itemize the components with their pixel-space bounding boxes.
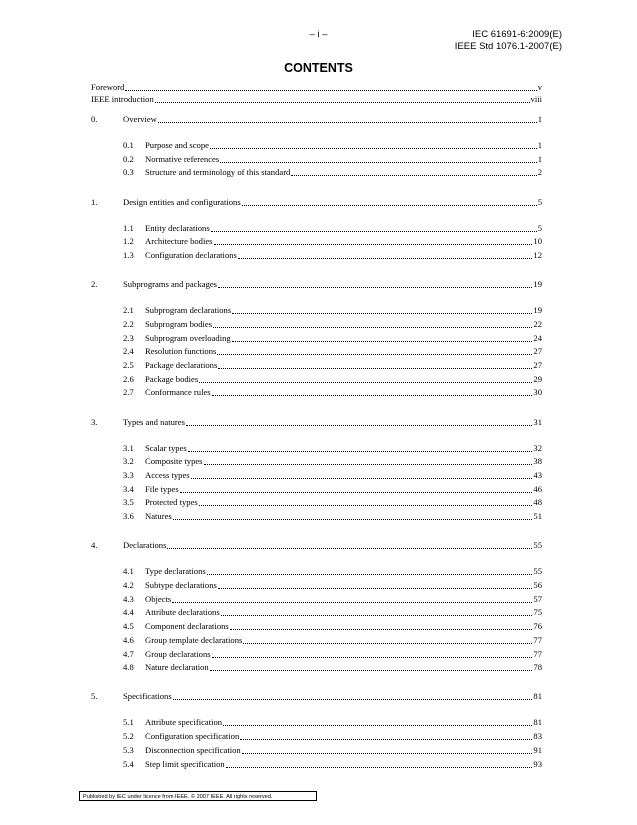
toc-entry-page: 75 [533, 607, 542, 618]
toc-section-entry[interactable] [123, 731, 542, 742]
toc-entry-page: 55 [533, 540, 542, 551]
dot-leader [186, 417, 532, 426]
toc-entry-title: Conformance rules [145, 387, 211, 398]
toc-entry-page: 5 [537, 196, 542, 207]
toc-entry-page: 1 [537, 153, 542, 164]
toc-entry-number: 4.3 [123, 593, 134, 604]
dot-leader [173, 511, 533, 520]
toc-entry-page: 19 [533, 305, 542, 316]
toc-section-entry[interactable] [123, 594, 542, 605]
toc-entry-number: 1. [91, 196, 98, 207]
toc-entry-number: 1.3 [123, 250, 134, 260]
toc-entry-number: 3.5 [123, 497, 134, 508]
toc-entry-number: 4.2 [123, 580, 134, 590]
toc-entry-number: 0. [91, 114, 98, 124]
toc-entry-title: Foreword [91, 82, 125, 92]
dot-leader [155, 94, 530, 103]
toc-entry-title: Access types [145, 470, 190, 480]
toc-entry-page: 24 [533, 332, 542, 343]
toc-entry-number: 2. [91, 279, 98, 290]
dot-leader [191, 470, 533, 479]
dot-leader [238, 250, 533, 259]
toc-entry-title: Group template declarations [145, 634, 243, 645]
toc-section-entry[interactable] [123, 167, 542, 178]
toc-entry-page: 76 [533, 621, 542, 632]
toc-entry-number: 0.3 [123, 167, 134, 178]
toc-entry-number: 4.7 [123, 648, 134, 659]
toc-entry-title: Nature declaration [145, 662, 209, 673]
toc-entry-number: 0.2 [123, 153, 134, 164]
copyright-notice: Published by IEC under licence from IEEE. © 2007 IEEE. All rights reserved. [79, 791, 317, 801]
toc-entry-number: 4.1 [123, 566, 134, 577]
dot-leader [125, 82, 536, 91]
toc-entry-number: 3.4 [123, 483, 134, 494]
toc-section-entry[interactable] [123, 456, 542, 467]
toc-entry-number: 2.7 [123, 387, 134, 398]
toc-entry-number: 3.2 [123, 456, 134, 467]
toc-entry-number: 4.4 [123, 607, 134, 618]
toc-entry-title: Types and natures [123, 416, 185, 427]
toc-entry-title: Group declarations [145, 648, 211, 659]
toc-entry-page: 12 [533, 250, 542, 260]
toc-section-entry[interactable] [123, 484, 542, 495]
dot-leader [214, 236, 533, 245]
toc-entry-page: viii [530, 94, 542, 104]
dot-leader [211, 223, 537, 232]
toc-entry-page: 31 [533, 416, 542, 427]
toc-entry-number: 1.2 [123, 236, 134, 247]
toc-section-entry[interactable] [123, 333, 542, 344]
toc-entry-page: 81 [533, 691, 542, 702]
dot-leader [232, 333, 533, 342]
toc-chapter-entry[interactable] [91, 279, 542, 290]
toc-entry-page: 1 [537, 140, 542, 150]
dot-leader [232, 305, 532, 314]
toc-section-entry[interactable] [123, 319, 542, 330]
toc-section-entry[interactable] [123, 649, 542, 660]
standard-iec-id: IEC 61691-6:2009(E) [472, 29, 562, 40]
toc-entry-page: 19 [533, 279, 542, 290]
dot-leader [220, 154, 537, 163]
toc-section-entry[interactable] [123, 511, 542, 522]
toc-entry-number: 3.3 [123, 470, 134, 480]
toc-entry-title: File types [145, 483, 179, 494]
toc-entry-title: Objects [145, 593, 172, 604]
dot-leader [210, 662, 533, 671]
toc-entry-title: Configuration declarations [145, 250, 237, 260]
toc-entry-page: 77 [533, 648, 542, 659]
dot-leader [212, 649, 533, 658]
toc-entry-number: 5.4 [123, 758, 134, 769]
toc-entry-title: Normative references [145, 153, 220, 164]
toc-entry-number: 3.6 [123, 511, 134, 522]
toc-section-entry[interactable] [123, 497, 542, 508]
toc-entry-page: 57 [533, 593, 542, 604]
dot-leader [223, 717, 532, 726]
toc-section-entry[interactable] [123, 662, 542, 673]
toc-entry-page: v [537, 82, 542, 92]
toc-entry-number: 2.5 [123, 360, 134, 370]
dot-leader [173, 691, 533, 700]
standard-ieee-id: IEEE Std 1076.1-2007(E) [454, 41, 562, 52]
dot-leader [213, 319, 532, 328]
dot-leader [158, 114, 537, 123]
toc-chapter-entry[interactable] [91, 114, 542, 125]
toc-entry-number: 5.3 [123, 744, 134, 755]
toc-entry-title: Attribute specification [145, 717, 223, 728]
toc-entry-number: 5.2 [123, 731, 134, 742]
toc-section-entry[interactable] [123, 250, 542, 261]
toc-section-entry[interactable] [123, 387, 542, 398]
toc-entry-title: Scalar types [145, 442, 187, 453]
toc-entry-title: Declarations [123, 540, 167, 551]
toc-entry-title: Type declarations [145, 566, 206, 577]
toc-chapter-entry[interactable] [91, 540, 542, 551]
toc-front-entry[interactable] [91, 82, 542, 93]
toc-section-entry[interactable] [123, 607, 542, 618]
toc-section-entry[interactable] [123, 470, 542, 481]
toc-section-entry[interactable] [123, 745, 542, 756]
toc-entry-page: 91 [533, 744, 542, 755]
toc-chapter-entry[interactable] [91, 691, 542, 702]
toc-entry-page: 38 [533, 456, 542, 467]
toc-section-entry[interactable] [123, 580, 542, 591]
dot-leader [242, 197, 537, 206]
toc-entry-title: Disconnection specification [145, 744, 241, 755]
page-number: – i – [309, 29, 328, 40]
toc-entry-title: Configuration specification [145, 731, 240, 742]
dot-leader [226, 759, 533, 768]
page-title: CONTENTS [284, 61, 353, 75]
toc-entry-page: 46 [533, 483, 542, 494]
toc-entry-title: Subprogram declarations [145, 305, 232, 316]
dot-leader [240, 731, 532, 740]
toc-entry-number: 3.1 [123, 442, 134, 453]
toc-entry-page: 27 [533, 346, 542, 357]
toc-entry-page: 27 [533, 360, 542, 370]
dot-leader [180, 484, 533, 493]
dot-leader [199, 374, 532, 383]
toc-entry-page: 5 [537, 222, 542, 233]
toc-entry-page: 1 [537, 114, 542, 124]
toc-section-entry[interactable] [123, 566, 542, 577]
toc-entry-page: 29 [533, 373, 542, 384]
toc-entry-page: 43 [533, 470, 542, 480]
dot-leader [212, 387, 533, 396]
dot-leader [221, 607, 533, 616]
dot-leader [218, 360, 532, 369]
dot-leader [243, 635, 532, 644]
dot-leader [210, 140, 537, 149]
toc-entry-page: 78 [533, 662, 542, 673]
toc-section-entry[interactable] [123, 635, 542, 646]
toc-entry-number: 5.1 [123, 717, 134, 728]
toc-entry-page: 22 [533, 318, 542, 329]
toc-entry-title: Natures [145, 511, 172, 522]
toc-entry-number: 2.2 [123, 318, 134, 329]
toc-entry-title: Step limit specification [145, 758, 225, 769]
toc-entry-page: 83 [533, 731, 542, 742]
toc-entry-page: 30 [533, 387, 542, 398]
toc-section-entry[interactable] [123, 154, 542, 165]
toc-section-entry[interactable] [123, 717, 542, 728]
toc-entry-page: 81 [533, 717, 542, 728]
toc-section-entry[interactable] [123, 759, 542, 770]
dot-leader [291, 167, 536, 176]
toc-entry-title: Subprogram bodies [145, 318, 213, 329]
toc-entry-number: 2.6 [123, 373, 134, 384]
toc-section-entry[interactable] [123, 621, 542, 632]
toc-entry-page: 48 [533, 497, 542, 508]
dot-leader [172, 594, 532, 603]
toc-entry-title: Specifications [123, 691, 172, 702]
toc-entry-page: 77 [533, 634, 542, 645]
toc-entry-page: 10 [533, 236, 542, 247]
toc-entry-number: 4.8 [123, 662, 134, 673]
toc-entry-number: 3. [91, 416, 98, 427]
dot-leader [230, 621, 533, 630]
toc-section-entry[interactable] [123, 443, 542, 454]
toc-entry-title: Architecture bodies [145, 236, 213, 247]
toc-entry-page: 2 [537, 167, 542, 178]
toc-entry-title: Attribute declarations [145, 607, 220, 618]
toc-entry-title: Subprograms and packages [123, 279, 218, 290]
toc-entry-page: 55 [533, 566, 542, 577]
toc-section-entry[interactable] [123, 346, 542, 357]
toc-entry-title: Package declarations [145, 360, 218, 370]
toc-section-entry[interactable] [123, 223, 542, 234]
dot-leader [207, 566, 533, 575]
toc-entry-title: Composite types [145, 456, 203, 467]
dot-leader [218, 580, 533, 589]
dot-leader [188, 443, 533, 452]
toc-entry-title: Subprogram overloading [145, 332, 231, 343]
dot-leader [199, 497, 533, 506]
toc-entry-page: 32 [533, 442, 542, 453]
toc-entry-title: Resolution functions [145, 346, 217, 357]
toc-entry-title: Entity declarations [145, 222, 210, 233]
toc-entry-number: 2.1 [123, 305, 134, 316]
toc-entry-number: 2.4 [123, 346, 134, 357]
toc-entry-number: 4.5 [123, 621, 134, 632]
toc-entry-number: 0.1 [123, 140, 134, 150]
dot-leader [242, 745, 533, 754]
toc-entry-title: Purpose and scope [145, 140, 209, 150]
toc-entry-title: Package bodies [145, 373, 199, 384]
toc-entry-page: 93 [533, 758, 542, 769]
toc-front-entry[interactable] [91, 94, 542, 105]
toc-section-entry[interactable] [123, 374, 542, 385]
toc-chapter-entry[interactable] [91, 417, 542, 428]
toc-section-entry[interactable] [123, 305, 542, 316]
toc-section-entry[interactable] [123, 140, 542, 151]
toc-chapter-entry[interactable] [91, 197, 542, 208]
toc-entry-page: 56 [533, 580, 542, 590]
toc-entry-title: Component declarations [145, 621, 229, 632]
toc-entry-title: Structure and terminology of this standard [145, 167, 291, 178]
toc-section-entry[interactable] [123, 236, 542, 247]
dot-leader [217, 346, 532, 355]
toc-entry-number: 4.6 [123, 634, 134, 645]
toc-entry-title: Overview [123, 114, 157, 124]
toc-entry-number: 2.3 [123, 332, 134, 343]
toc-entry-title: Design entities and configurations [123, 196, 241, 207]
toc-entry-number: 1.1 [123, 222, 134, 233]
dot-leader [204, 456, 533, 465]
toc-entry-number: 5. [91, 691, 98, 702]
toc-entry-title: Protected types [145, 497, 198, 508]
dot-leader [218, 279, 532, 288]
toc-entry-title: IEEE introduction [91, 94, 154, 104]
toc-entry-number: 4. [91, 540, 98, 551]
dot-leader [167, 540, 532, 549]
toc-entry-page: 51 [533, 511, 542, 522]
toc-entry-title: Subtype declarations [145, 580, 217, 590]
toc-section-entry[interactable] [123, 360, 542, 371]
